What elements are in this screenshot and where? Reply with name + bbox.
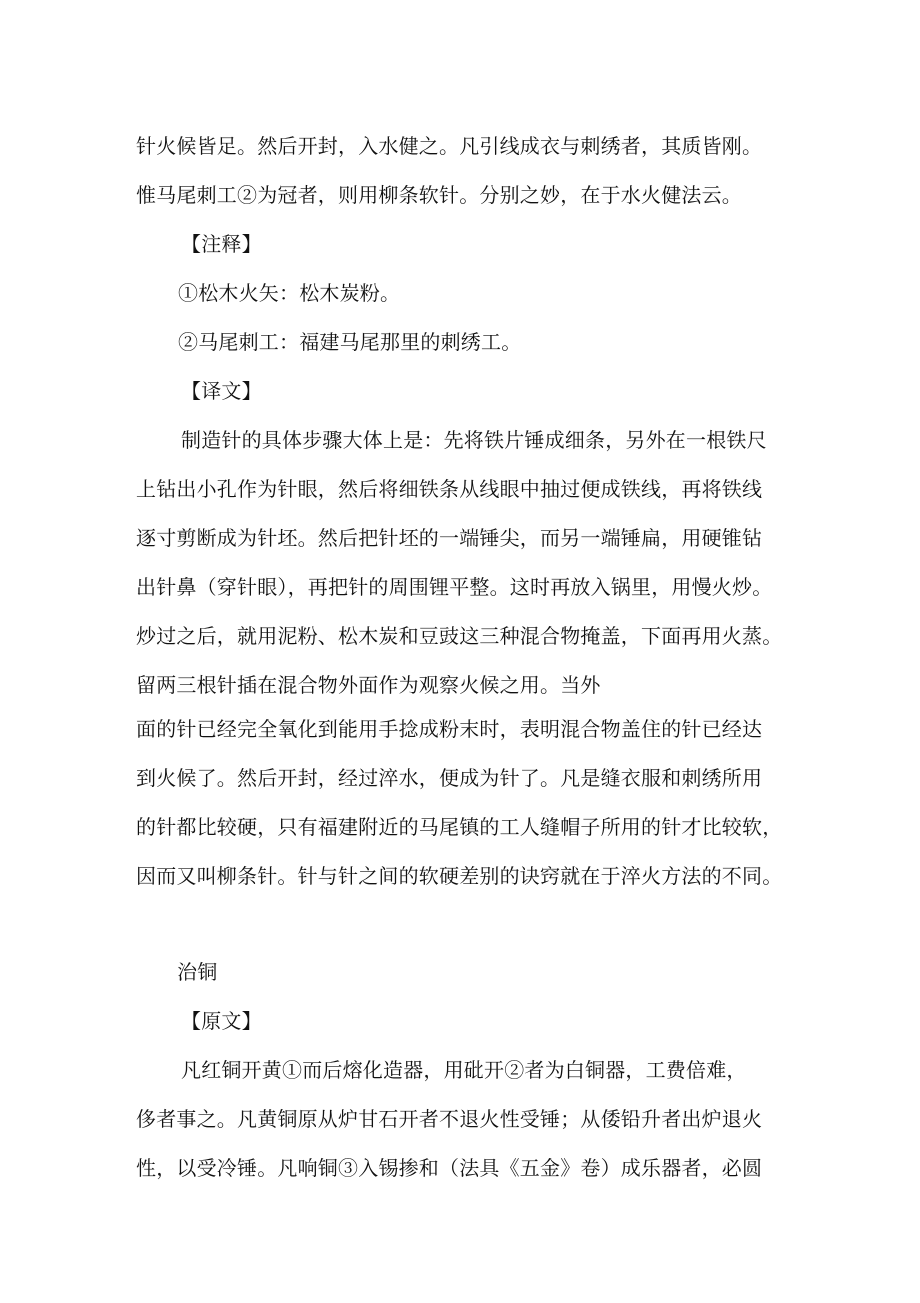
- text-line: 到火候了。然后开封，经过淬水，便成为针了。凡是缝衣服和刺绣所用: [136, 766, 763, 790]
- text-line: 性，以受冷锤。凡响铜③入锡掺和（法具《五金》卷）成乐器者，必圆: [136, 1156, 763, 1180]
- section-heading-original: 【原文】: [181, 1009, 262, 1033]
- note-item: ②马尾刺工：福建马尾那里的刺绣工。: [178, 330, 522, 354]
- text-line: 惟马尾刺工②为冠者，则用柳条软针。分别之妙，在于水火健法云。: [136, 183, 742, 207]
- section-heading-notes: 【注释】: [181, 232, 262, 256]
- section-title: 治铜: [177, 960, 218, 984]
- text-line: 留两三根针插在混合物外面作为观察火候之用。当外: [136, 673, 601, 697]
- text-line: 逐寸剪断成为针坯。然后把针坯的一端锤尖，而另一端锤扁，用硬锥钻: [136, 526, 763, 550]
- section-heading-translation: 【译文】: [181, 379, 262, 403]
- text-line: 针火候皆足。然后开封，入水健之。凡引线成衣与刺绣者，其质皆刚。: [136, 134, 763, 158]
- text-line: 因而又叫柳条针。针与针之间的软硬差别的诀窍就在于淬火方法的不同。: [136, 864, 783, 888]
- text-line: 的针都比较硬，只有福建附近的马尾镇的工人缝帽子所用的针才比较软，: [136, 815, 783, 839]
- text-line: 制造针的具体步骤大体上是：先将铁片锤成细条，另外在一根铁尺: [181, 428, 767, 452]
- text-line: 上钻出小孔作为针眼，然后将细铁条从线眼中抽过便成铁线，再将铁线: [136, 477, 763, 501]
- note-item: ①松木火矢：松木炭粉。: [178, 281, 401, 305]
- text-line: 面的针已经完全氧化到能用手捻成粉末时，表明混合物盖住的针已经达: [136, 717, 763, 741]
- text-line: 出针鼻（穿针眼），再把针的周围锂平整。这时再放入锅里，用慢火炒。: [136, 575, 773, 599]
- text-line: 侈者事之。凡黄铜原从炉甘石开者不退火性受锤；从倭铅升者出炉退火: [136, 1107, 763, 1131]
- text-line: 炒过之后，就用泥粉、松木炭和豆豉这三种混合物掩盖，下面再用火蒸。: [136, 624, 783, 648]
- text-line: 凡红铜开黄①而后熔化造器，用砒开②者为白铜器，工费倍难，: [181, 1058, 747, 1082]
